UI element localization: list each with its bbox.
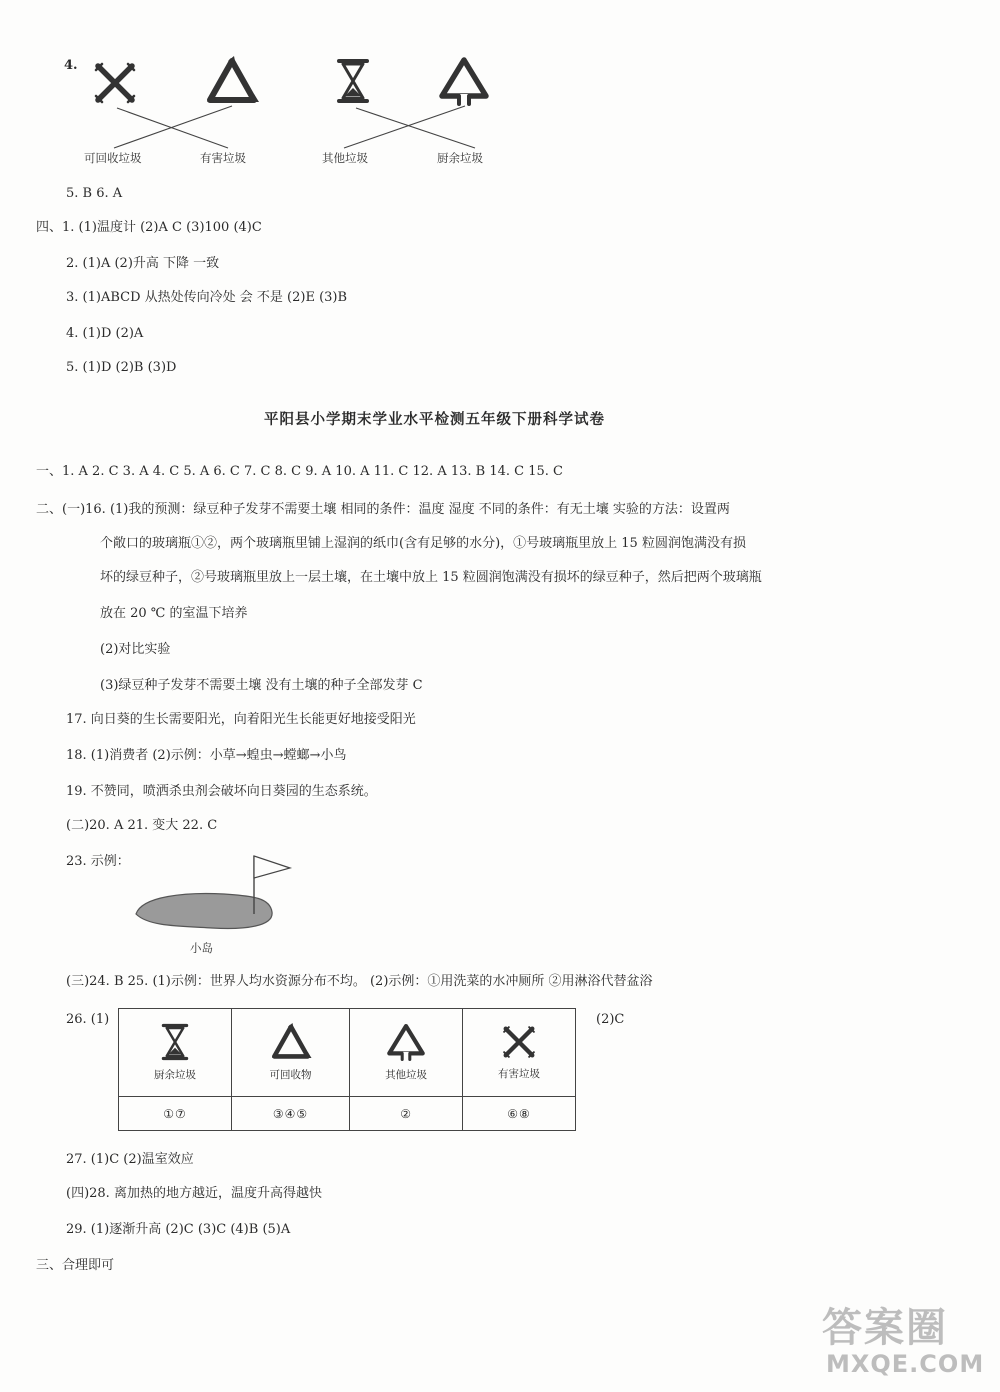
answer-q17: 17. 向日葵的生长需要阳光，向着阳光生长能更好地接受阳光 [66, 712, 416, 727]
q16-line4: 放在 20 ℃ 的室温下培养 [100, 606, 248, 621]
answer-q29: 29. (1)逐渐升高 (2)C (3)C (4)B (5)A [66, 1222, 291, 1237]
part1-answers: 一、1. A 2. C 3. A 4. C 5. A 6. C 7. C 8. C 9. A 10. A 11. C 12. A 13. B 14. C 15. C [36, 464, 563, 479]
answer-q28: (四)28. 离加热的地方越近，温度升高得越快 [66, 1186, 322, 1201]
caption-hazardous: 有害垃圾 [200, 151, 246, 165]
q23-label: 23. 示例： [66, 854, 130, 869]
q16-line2: 个敞口的玻璃瓶①②，两个玻璃瓶里铺上湿润的纸巾(含有足够的水分)，①号玻璃瓶里放上 15 粒圆润饱满没有损 [100, 536, 746, 551]
q26-suffix: (2)C [596, 1012, 625, 1027]
bin-name: 厨余垃圾 [153, 1069, 196, 1081]
q16-line3: 坏的绿豆种子，②号玻璃瓶里放上一层土壤，在土壤中放上 15 粒圆润饱满没有损坏的绿豆种子，然后把两个玻璃瓶 [100, 570, 762, 585]
part4-q4: 4. (1)D (2)A [66, 326, 144, 341]
answer-q19: 19. 不赞同，喷洒杀虫剂会破坏向日葵园的生态系统。 [66, 784, 377, 799]
bin-name: 其他垃圾 [385, 1069, 428, 1081]
bin-hazardous [463, 1009, 576, 1097]
matching-lines [80, 100, 500, 152]
bin-items: ③④⑤ [231, 1097, 349, 1131]
bin-items: ①⑦ [119, 1097, 232, 1131]
q26-prefix: 26. (1) [66, 1012, 110, 1027]
part4-q5: 5. (1)D (2)B (3)D [66, 360, 177, 375]
bin-other [350, 1009, 463, 1097]
answer-q24-25: (三)24. B 25. (1)示例：世界人均水资源分布不均。 (2)示例：①用洗菜的水冲厕所 ②用淋浴代替盆浴 [66, 974, 653, 989]
caption-other: 其他垃圾 [322, 151, 368, 165]
exam-title: 平阳县小学期末学业水平检测五年级下册科学试卷 [264, 412, 605, 428]
watermark-url: MXQE.COM [826, 1350, 985, 1378]
recycle-icon [269, 1023, 313, 1061]
part4-q1: 四、1. (1)温度计 (2)A C (3)100 (4)C [36, 220, 262, 235]
watermark-logo: 答案圈 [822, 1305, 948, 1351]
answer-q18: 18. (1)消费者 (2)示例：小草→蝗虫→螳螂→小鸟 [66, 748, 347, 763]
q16-line1: 二、(一)16. (1)我的预测：绿豆种子发芽不需要土壤 相同的条件：温度 湿度 不同的条件：有无土壤 实验的方法：设置两 [36, 502, 730, 517]
bin-items: ② [350, 1097, 463, 1131]
caption-kitchen: 厨余垃圾 [437, 151, 483, 165]
q4-label: 4. [64, 58, 78, 73]
caption-recyclable: 可回收垃圾 [84, 151, 142, 165]
island-caption: 小岛 [190, 941, 213, 955]
q16-line6: (3)绿豆种子发芽不需要土壤 没有土壤的种子全部发芽 C [100, 678, 423, 693]
part4-q2: 2. (1)A (2)升高 下降 一致 [66, 256, 220, 271]
hourglass-icon [160, 1023, 190, 1061]
x-hazard-icon [501, 1024, 537, 1060]
sorting-table [118, 1008, 576, 1131]
bin-name: 有害垃圾 [498, 1068, 541, 1080]
answer-q20-22: (二)20. A 21. 变大 22. C [66, 818, 218, 833]
bin-items: ⑥⑧ [463, 1097, 576, 1131]
answer-q5-6: 5. B 6. A [66, 186, 123, 201]
part3-answer: 三、合理即可 [36, 1258, 115, 1273]
q16-line5: (2)对比实验 [100, 642, 171, 657]
bin-kitchen [119, 1009, 232, 1097]
bin-recyclable [231, 1009, 349, 1097]
answer-q27: 27. (1)C (2)温室效应 [66, 1152, 194, 1167]
recycle-open-icon [386, 1023, 426, 1061]
bin-name: 可回收物 [269, 1069, 312, 1081]
part4-q3: 3. (1)ABCD 从热处传向冷处 会 不是 (2)E (3)B [66, 290, 348, 305]
island-drawing [128, 852, 300, 936]
